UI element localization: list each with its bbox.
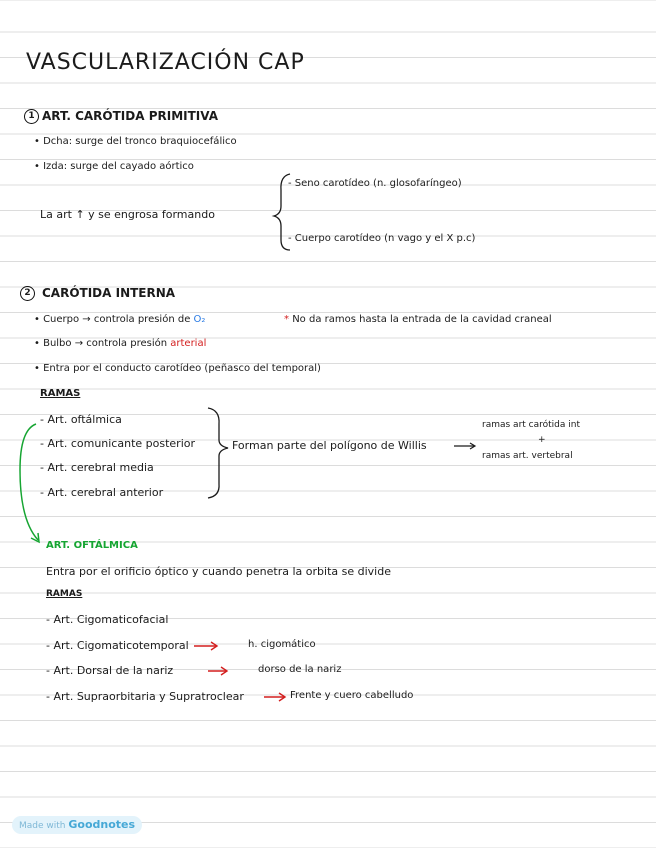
section-number-2: 2 <box>20 286 35 301</box>
goodnotes-badge <box>12 816 142 834</box>
s3-item-3-target: dorso de la nariz <box>258 664 342 675</box>
s2-note-text: No da ramos hasta la entrada de la cavidad craneal <box>292 314 552 325</box>
s1-branch-1: - Seno carotídeo (n. glosofaríngeo) <box>288 178 462 189</box>
s2-cuerpo-text: • Cuerpo → controla presión de <box>34 314 191 325</box>
page-title: VASCULARIZACIÓN CAP <box>26 50 305 75</box>
s2-forman: Forman parte del polígono de Willis <box>232 439 427 452</box>
s2-rama-4: - Art. cerebral anterior <box>40 486 164 499</box>
willis-plus: + <box>538 435 546 445</box>
s2-rama-3: - Art. cerebral media <box>40 461 154 474</box>
s3-item-4-target: Frente y cuero cabelludo <box>290 690 414 701</box>
s2-ramas-label: RAMAS <box>40 388 81 399</box>
willis-top: ramas art carótida int <box>482 420 580 430</box>
s3-item-1: - Art. Cigomaticofacial <box>46 613 169 626</box>
s3-ramas-label: RAMAS <box>46 589 83 599</box>
s2-entra: • Entra por el conducto carotídeo (peñasco del temporal) <box>34 363 321 374</box>
badge-prefix: Made with <box>19 821 66 831</box>
s2-rama-1: - Art. oftálmica <box>40 413 122 426</box>
s1-branch-2: - Cuerpo carotídeo (n vago y el X p.c) <box>288 233 476 244</box>
s3-item-3: - Art. Dorsal de la nariz <box>46 664 174 677</box>
arterial-label: arterial <box>170 338 207 349</box>
s1-item-2: • Izda: surge del cayado aórtico <box>34 161 194 172</box>
section3-heading: ART. OFTÁLMICA <box>46 540 138 551</box>
s2-rama-2: - Art. comunicante posterior <box>40 437 196 450</box>
brace-section1 <box>274 174 290 250</box>
s3-item-4: - Art. Supraorbitaria y Supratroclear <box>46 690 244 703</box>
green-curve-arrow-icon <box>20 424 38 540</box>
section1-heading: ART. CARÓTIDA PRIMITIVA <box>42 109 219 123</box>
badge-brand: Goodnotes <box>68 818 136 831</box>
brace-section2 <box>208 408 228 498</box>
s1-item-1: • Dcha: surge del tronco braquiocefálico <box>34 136 237 147</box>
s3-item-2-target: h. cigomático <box>248 639 316 650</box>
s1-line: La art ↑ y se engrosa formando <box>40 208 215 221</box>
star-icon: * <box>284 314 289 325</box>
section-number-1: 1 <box>24 109 39 124</box>
willis-bottom: ramas art. vertebral <box>482 451 573 461</box>
s2-bulbo-text: • Bulbo → controla presión <box>34 338 168 349</box>
s3-line: Entra por el orificio óptico y cuando penetra la orbita se divide <box>46 565 391 578</box>
s3-item-2: - Art. Cigomaticotemporal <box>46 639 189 652</box>
o2-label: O₂ <box>193 314 206 325</box>
section2-heading: CARÓTIDA INTERNA <box>42 286 176 300</box>
